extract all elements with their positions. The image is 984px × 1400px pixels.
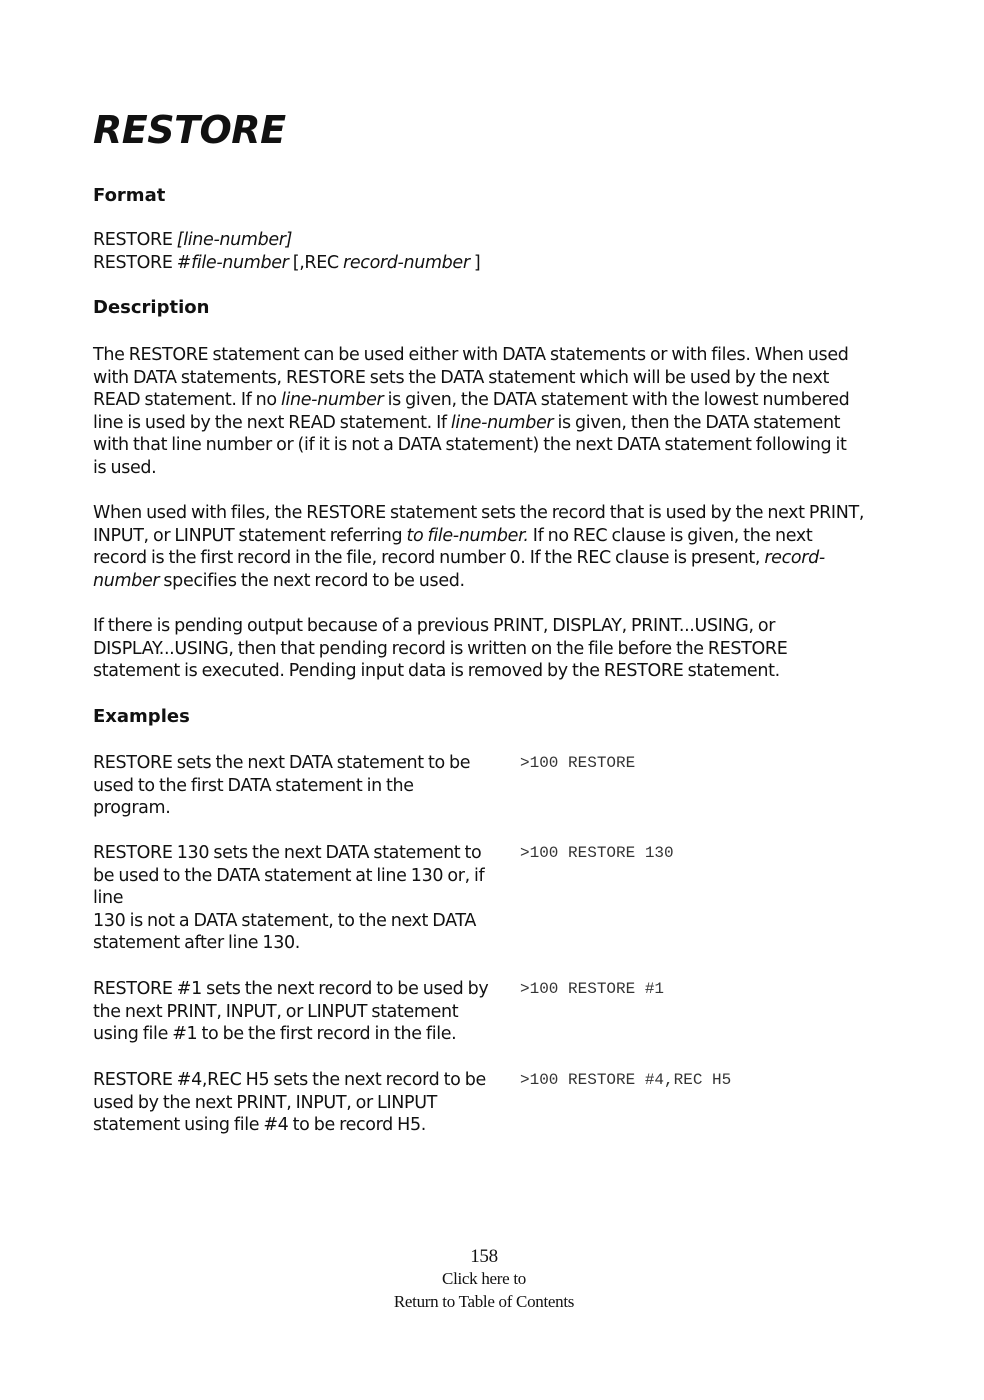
text-run: line is used by the next READ statement. If — [93, 412, 451, 433]
text-line: with DATA statements, RESTORE sets the DATA statement which will be used by the next — [93, 367, 830, 388]
text-run: is given, then the DATA statement — [553, 412, 841, 433]
page-number: 158 — [470, 1246, 498, 1267]
text-line: RESTORE #1 sets the next record to be used by — [93, 979, 489, 999]
table-of-contents-link[interactable] — [284, 1268, 684, 1313]
examples-heading: Examples — [93, 706, 190, 727]
italic-term: to file-number. — [406, 525, 529, 546]
text-run: INPUT, or LINPUT statement referring — [93, 525, 407, 546]
text-line — [93, 413, 840, 433]
toc-link-line-1[interactable]: Click here to — [442, 1269, 526, 1288]
text-line: used by the next PRINT, INPUT, or LINPUT — [93, 1092, 438, 1113]
italic-term: line-number — [281, 390, 384, 411]
syntax-keyword: RESTORE — [93, 252, 177, 273]
syntax-keyword: [,REC — [288, 252, 344, 273]
syntax-argument: [line-number] — [176, 230, 293, 250]
text-run: READ statement. If no — [93, 390, 281, 411]
text-line: line — [93, 888, 124, 909]
text-line: statement is executed. Pending input data is removed by the RESTORE statement. — [93, 661, 780, 682]
description-heading: Description — [93, 297, 210, 318]
text-line: program. — [93, 798, 171, 819]
page-footer — [284, 1246, 684, 1313]
text-run: record is the first record in the file, record number 0. If the REC clause is present, — [93, 548, 765, 569]
example-4-description — [93, 1069, 498, 1137]
text-line — [93, 390, 849, 410]
text-line: using file #1 to be the first record in the file. — [93, 1024, 457, 1045]
text-line: If there is pending output because of a previous PRINT, DISPLAY, PRINT...USING, or — [93, 616, 776, 636]
text-line: the next PRINT, INPUT, or LINPUT statement — [93, 1001, 459, 1022]
italic-term: record- — [764, 548, 825, 569]
example-4-code: >100 RESTORE #4,REC H5 — [520, 1071, 732, 1089]
description-paragraph-1 — [93, 344, 888, 480]
text-line — [93, 571, 465, 591]
example-1-code: >100 RESTORE — [520, 754, 636, 772]
description-paragraph-3 — [93, 615, 888, 683]
example-2-code: >100 RESTORE 130 — [520, 844, 674, 862]
syntax-keyword: RESTORE — [93, 230, 177, 250]
syntax-argument: #file-number — [176, 252, 289, 273]
text-run: If no REC clause is given, the next — [528, 525, 813, 546]
text-line: DISPLAY...USING, then that pending record is written on the file before the RESTORE — [93, 638, 788, 659]
example-1-description — [93, 752, 498, 820]
format-syntax-line-2 — [93, 252, 480, 275]
text-run: specifies the next record to be used. — [159, 570, 465, 591]
text-line: with that line number or (if it is not a DATA statement) the next DATA statement following it — [93, 435, 847, 456]
text-line: statement using file #4 to be record H5. — [93, 1115, 426, 1136]
text-line: 130 is not a DATA statement, to the next DATA — [93, 910, 476, 931]
format-heading: Format — [93, 185, 166, 206]
toc-link-line-2[interactable]: Return to Table of Contents — [393, 1291, 575, 1311]
text-line — [93, 526, 812, 546]
text-line: RESTORE 130 sets the next DATA statement to — [93, 843, 482, 863]
format-syntax-line-1 — [93, 229, 480, 252]
syntax-bracket: ] — [469, 252, 481, 273]
format-syntax — [93, 229, 480, 274]
text-line — [93, 548, 825, 568]
italic-term: number — [93, 570, 160, 591]
text-line: The RESTORE statement can be used either with DATA statements or with files. When used — [93, 345, 849, 365]
text-line: is used. — [93, 457, 157, 478]
syntax-argument: record-number — [343, 252, 470, 273]
example-3-code: >100 RESTORE #1 — [520, 980, 665, 998]
text-line: RESTORE #4,REC H5 sets the next record to be — [93, 1070, 486, 1090]
italic-term: line-number — [450, 412, 554, 433]
example-2-description — [93, 842, 498, 955]
description-paragraph-2 — [93, 502, 888, 592]
page-title: RESTORE — [93, 108, 286, 152]
text-line: statement after line 130. — [93, 933, 300, 954]
text-line: RESTORE sets the next DATA statement to be — [93, 753, 471, 773]
example-3-description — [93, 978, 498, 1046]
text-run: is given, the DATA statement with the lowest numbered — [383, 390, 850, 411]
text-line: used to the first DATA statement in the — [93, 775, 414, 796]
text-line: be used to the DATA statement at line 130 or, if — [93, 865, 485, 886]
text-line: When used with files, the RESTORE statement sets the record that is used by the next PRINT, — [93, 503, 865, 523]
